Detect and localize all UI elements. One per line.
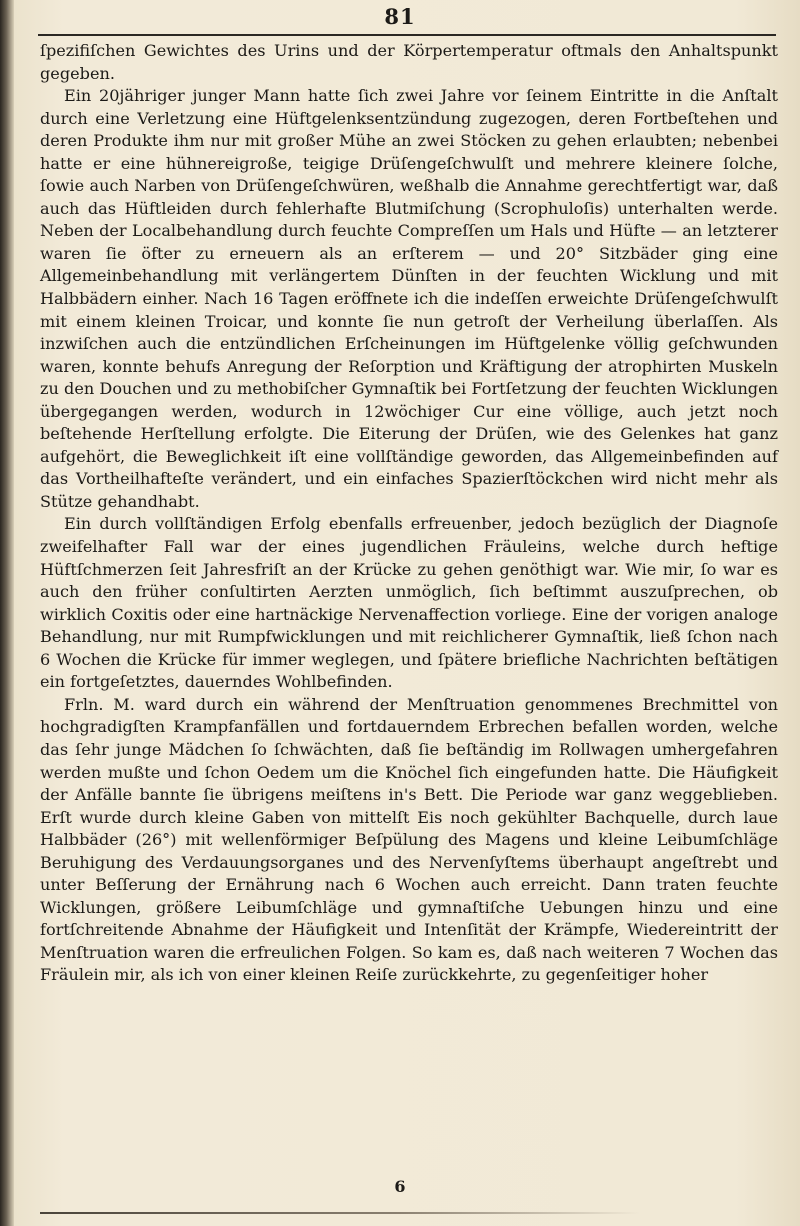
paragraph-3: Ein durch vollſtändigen Erfolg ebenfalls erfreuenber, jedoch bezüglich der Diagnoſe zweifelhafter Fall war der eines jugendlichen Fräuleins, welche durch heftige Hüftſchmerzen ſeit Jahresfriſt an der Krücke zu gehen genöthigt war. Wie mir, ſo war es auch den früher conſultirten Aerzten unmöglich, ſich beſtimmt auszuſprechen, ob wirklich Coxitis oder eine hartnäckige Nervenaffection vorliege. Eine der vorigen analoge Behandlung, nur mit Rumpfwicklungen und mit reichlicherer Gymnaſtik, ließ ſchon nach 6 Wochen die Krücke für immer weglegen, und ſpätere briefliche Nachrichten beſtätigen ein fortgeſetztes, dauerndes Wohlbefinden. <box>40 514 778 692</box>
header-rule <box>38 34 776 36</box>
paragraph-4: Frln. M. ward durch ein während der Menſtruation genommenes Brechmittel von hochgradigſten Krampfanfällen und fortdauerndem Erbrechen befallen worden, welche das ſehr junge Mädchen ſo ſchwächten, daß ſie beſtändig im Rollwagen umhergefahren werden mußte und ſchon Oedem um die Knöchel ſich eingefunden hatte. Die Häufigkeit der Anfälle bannte ſie übrigens meiſtens in's Bett. Die Periode war ganz weggeblieben. Erſt wurde durch kleine Gaben von mittelſt Eis noch gekühlter Bachquelle, durch laue Halbbäder (26°) mit wellenförmiger Beſpülung des Magens und kleine Leibumſchläge Beruhigung des Verdauungsorganes und des Nervenſyſtems überhaupt angeſtrebt und unter Beſſerung der Ernährung nach 6 Wochen auch erreicht. Dann traten feuchte Wicklungen, größere Leibumſchläge und gymnaſtiſche Uebungen hinzu und eine fortſchreitende Abnahme der Häufigkeit und Intenſität der Krämpfe, Wiedereintritt der Menſtruation waren die erfreulichen Folgen. So kam es, daß nach weiteren 7 Wochen das Fräulein mir, als ich von einer kleinen Reiſe zurückkehrte, zu gegenſeitiger hoher <box>40 694 778 985</box>
paragraph-2: Ein 20jähriger junger Mann hatte ſich zwei Jahre vor ſeinem Eintritte in die Anſtalt durch eine Verletzung eine Hüftgelenksentzündung zugezogen, deren Fortbeſtehen und deren Produkte ihm nur mit großer Mühe an zwei Stöcken zu gehen erlaubten; nebenbei hatte er eine hühnereigroße, teigige Drüſengeſchwulſt und mehrere kleinere ſolche, ſowie auch Narben von Drüſengeſchwüren, weßhalb die Annahme gerechtfertigt war, daß auch das Hüftleiden durch fehlerhafte Blutmiſchung (Scrophuloſis) unterhalten werde. Neben der Localbehandlung durch feuchte Compreſſen um Hals und Hüfte — an letzterer waren ſie öfter zu erneuern als an erſterem — und 20° Sitzbäder ging eine Allgemeinbehandlung mit verlängertem Dünſten in der feuchten Wicklung und mit Halbbädern einher. Nach 16 Tagen eröffnete ich die indeſſen erweichte Drüſengeſchwulſt mit einem kleinen Troicar, und konnte ſie nun getroſt der Verheilung überlaſſen. Als inzwiſchen auch die entzündlichen Erſcheinungen im Hüftgelenke völlig geſchwunden waren, konnte behufs Anregung der Reſorption und Kräftigung der atrophirten Muskeln zu den Douchen und zu methobiſcher Gymnaſtik bei Fortſetzung der feuchten Wicklungen übergegangen werden, wodurch in 12wöchiger Cur eine völlige, auch jetzt noch beſtehende Herſtellung erfolgte. Die Eiterung der Drüſen, wie des Gelenkes hat ganz aufgehört, die Beweglichkeit iſt eine vollſtändige geworden, das Allgemeinbefinden auf das Vortheilhafteſte verändert, und ein einfaches Spazierſtöckchen wird nicht mehr als Stütze gehandhabt. <box>40 86 778 511</box>
page-number: 81 <box>384 4 416 29</box>
paragraph-1: ſpezifiſchen Gewichtes des Urins und der Körpertemperatur oftmals den Anhaltspunkt gegeben. <box>40 41 778 83</box>
signature-mark: 6 <box>394 1177 406 1196</box>
body-text <box>40 40 778 987</box>
page-gutter-shadow <box>0 0 14 1226</box>
bottom-edge-line <box>40 1212 640 1214</box>
